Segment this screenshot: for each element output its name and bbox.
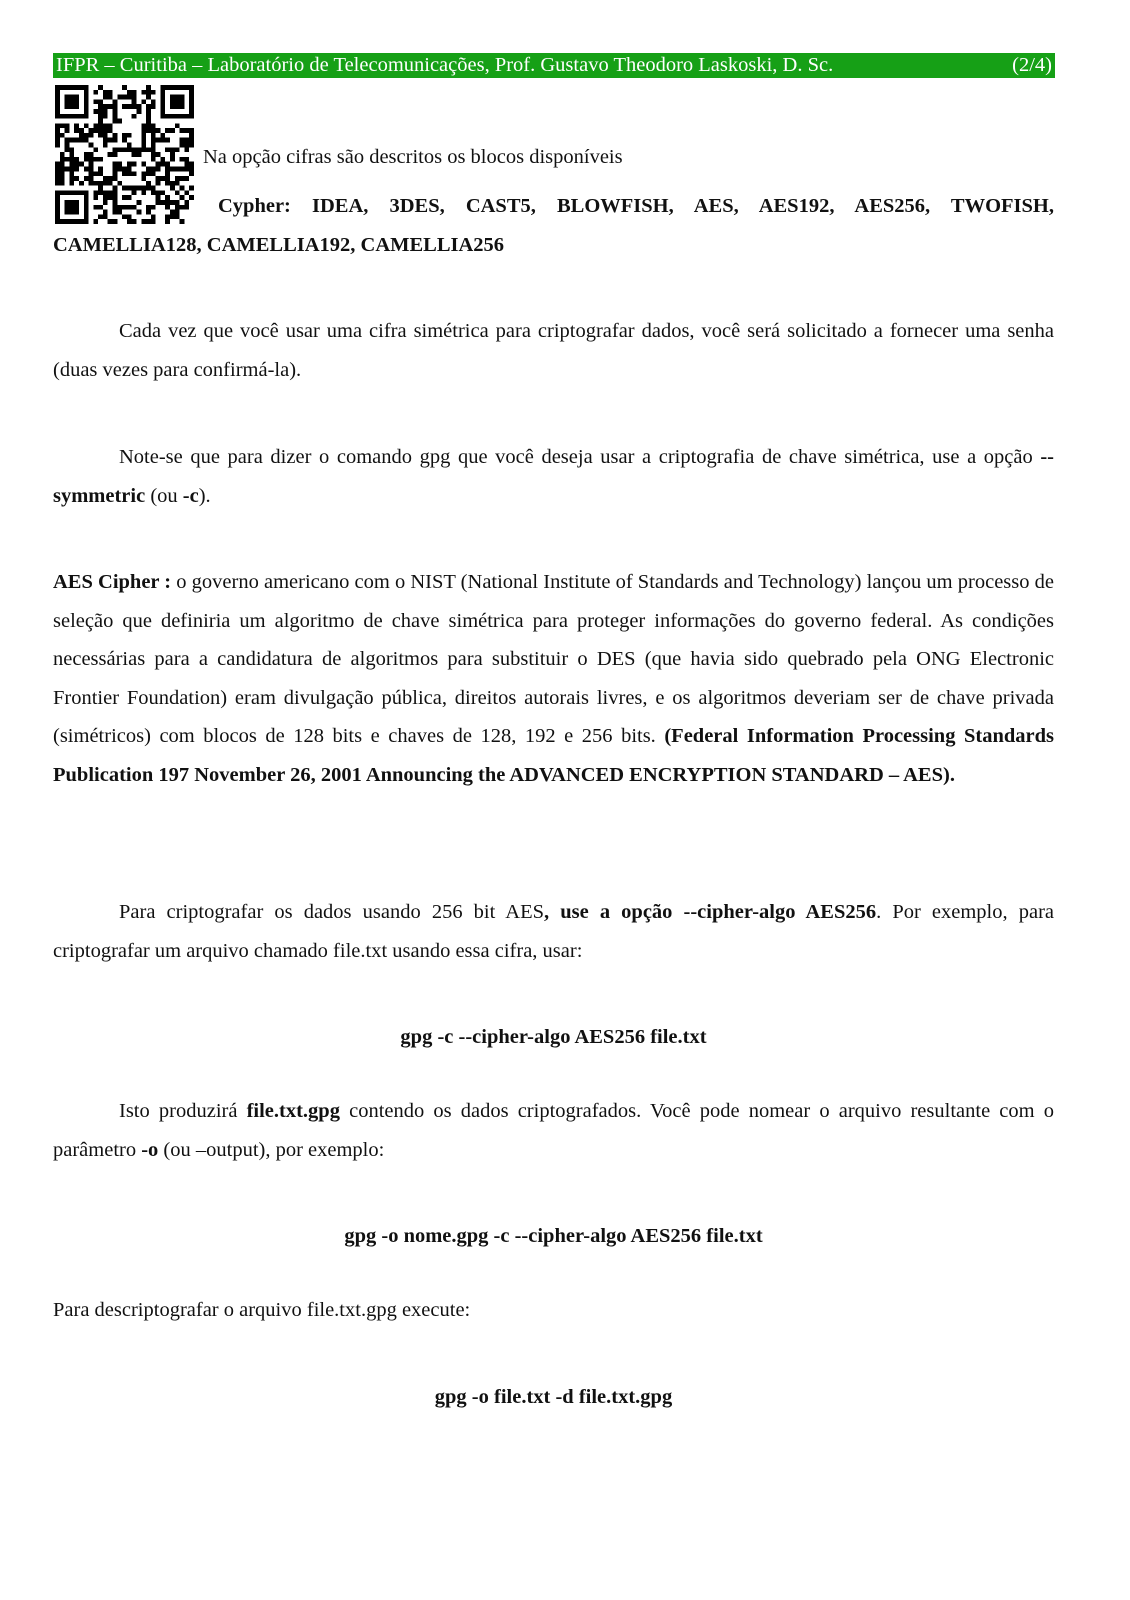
output-filename: file.txt.gpg bbox=[246, 1100, 340, 1122]
option-c: -c bbox=[182, 484, 199, 507]
text: Isto produzirá bbox=[119, 1100, 247, 1122]
cipher-algo-option: , use a opção --cipher-algo AES256 bbox=[544, 901, 877, 923]
text: o governo americano com o NIST (National Institute of Standards and Technology) lançou um processo de seleção que definiria um algoritmo de chave simétrica para proteger informações do governo federal. As condições necessárias para a candidatura de algoritmos para substituir o DES (que havia sido quebrado pela ONG Electronic Frontier Foundation) eram divulgação pública, direitos autorais livres, e os algoritmos deveriam ser de chave privada (simétricos) com blocos de 128 bits e chaves de 128, 192 e 256 bits. bbox=[53, 571, 1054, 748]
aes-cipher-label: AES Cipher : bbox=[53, 571, 172, 593]
text: ). bbox=[198, 484, 211, 507]
option-symmetric: --symmetric bbox=[53, 446, 1054, 507]
text: (ou bbox=[145, 484, 183, 507]
paragraph-symmetric-option bbox=[53, 438, 1054, 515]
paragraph-output bbox=[53, 1092, 1054, 1169]
page-number: (2/4) bbox=[1012, 54, 1052, 76]
paragraph-aes-cipher bbox=[53, 563, 1054, 795]
page-header bbox=[53, 53, 1055, 78]
option-o: -o bbox=[141, 1138, 159, 1161]
command-encrypt: gpg -c --cipher-algo AES256 file.txt bbox=[400, 1026, 707, 1048]
cypher-values: IDEA, 3DES, CAST5, BLOWFISH, AES, AES192, AES256, TWOFISH, CAMELLIA128, CAMELLIA192, CAMELLIA256 bbox=[53, 195, 1054, 256]
paragraph-decrypt: Para descriptografar o arquivo file.txt.gpg execute: bbox=[53, 1299, 471, 1321]
text: (ou –output), por exemplo: bbox=[158, 1138, 385, 1161]
intro-text: Na opção cifras são descritos os blocos disponíveis bbox=[203, 146, 623, 168]
text: Note-se que para dizer o comando gpg que você deseja usar a criptografia de chave simétrica, use a opção bbox=[119, 446, 1041, 468]
command-encrypt-named: gpg -o nome.gpg -c --cipher-algo AES256 file.txt bbox=[344, 1225, 763, 1247]
text: . Por exemplo, para criptografar um arquivo chamado file.txt usando essa cifra, usar: bbox=[53, 901, 1054, 962]
fips-reference: (Federal Information Processing Standards Publication 197 November 26, 2001 Announcing the ADVANCED ENCRYPTION STANDARD – AES). bbox=[53, 725, 1054, 786]
cypher-list bbox=[53, 187, 1054, 264]
text: contendo os dados criptografados. Você pode nomear o arquivo resultante com o parâmetro bbox=[53, 1100, 1054, 1161]
command-decrypt: gpg -o file.txt -d file.txt.gpg bbox=[434, 1386, 673, 1408]
header-title: IFPR – Curitiba – Laboratório de Telecomunicações, Prof. Gustavo Theodoro Laskoski, D. Sc. bbox=[56, 54, 834, 76]
text: Para criptografar os dados usando 256 bit AES bbox=[119, 901, 545, 923]
paragraph-symmetric-password: Cada vez que você usar uma cifra simétrica para criptografar dados, você será solicitado a fornecer uma senha (duas vezes para confirmá-la). bbox=[53, 320, 1054, 381]
paragraph-aes256 bbox=[53, 893, 1054, 970]
cypher-label: Cypher: bbox=[218, 195, 291, 217]
